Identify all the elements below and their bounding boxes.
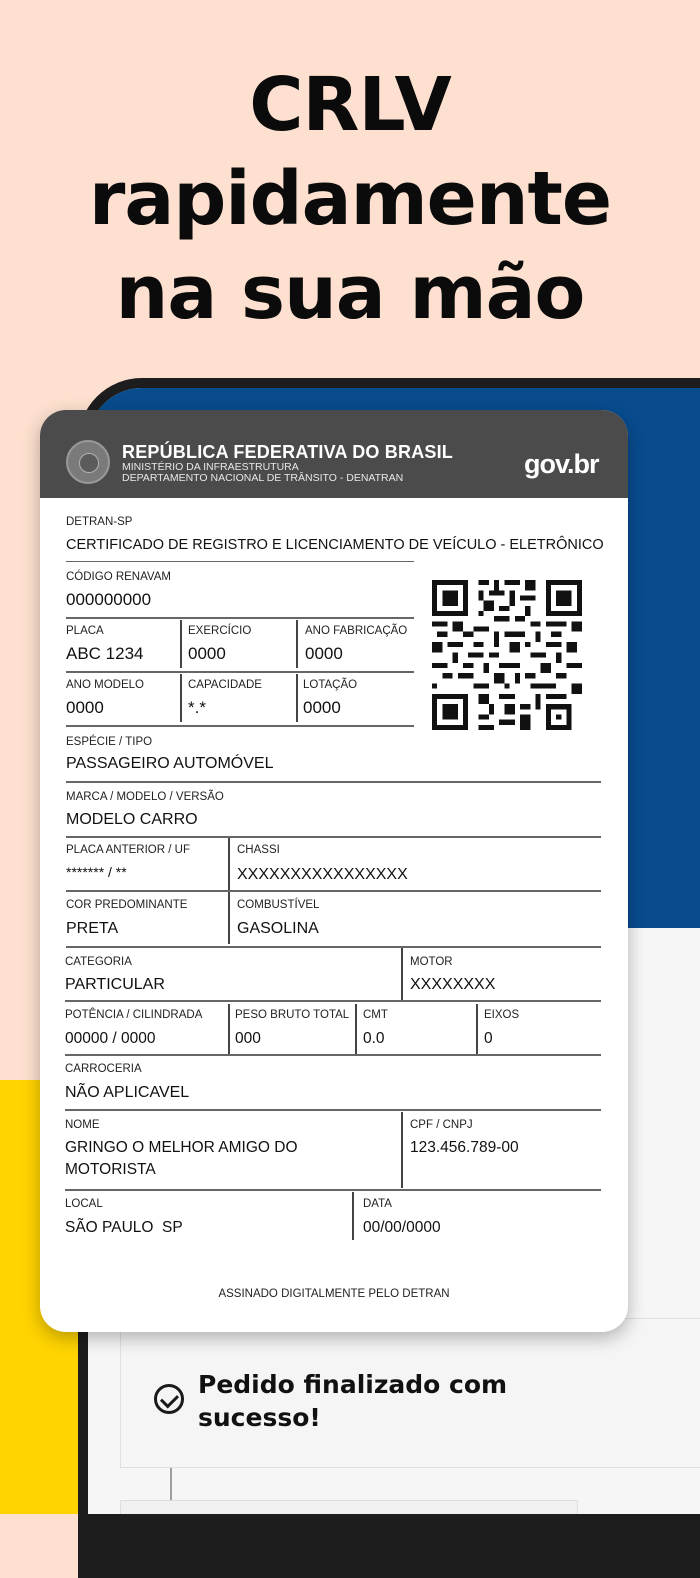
divider [355, 1004, 357, 1054]
cor-label: COR PREDOMINANTE [66, 899, 188, 911]
divider [65, 1000, 601, 1002]
capacidade-value: *.* [188, 698, 206, 717]
divider [296, 620, 298, 668]
crlv-document-card [40, 410, 628, 1332]
chassi-value: XXXXXXXXXXXXXXXX [237, 866, 408, 883]
data-value: 00/00/0000 [363, 1219, 441, 1236]
divider [228, 838, 230, 890]
motor-label: MOTOR [410, 956, 453, 968]
ano-fabricacao-label: ANO FABRICAÇÃO [305, 625, 408, 637]
placa-anterior-value: ******* / ** [66, 864, 127, 880]
placa-value: ABC 1234 [66, 644, 144, 663]
ano-modelo-label: ANO MODELO [66, 679, 144, 691]
peso-label: PESO BRUTO TOTAL [235, 1009, 350, 1021]
divider [228, 1004, 230, 1054]
divider [228, 892, 230, 944]
ministry-label: MINISTÉRIO DA INFRAESTRUTURA [122, 461, 299, 473]
divider [66, 725, 414, 727]
success-text: Pedido finalizado com sucesso! [198, 1370, 508, 1432]
divider [66, 781, 601, 783]
headline-line-3: na sua mão [115, 250, 585, 336]
cmt-value: 0.0 [363, 1030, 385, 1047]
carroceria-value: NÃO APLICAVEL [65, 1084, 190, 1101]
divider [352, 1192, 354, 1240]
marca-label: MARCA / MODELO / VERSÃO [66, 791, 224, 803]
headline-line-1: CRLV [249, 62, 451, 148]
especie-value: PASSAGEIRO AUTOMÓVEL [66, 755, 274, 772]
eixos-value: 0 [484, 1030, 493, 1047]
divider [401, 1112, 403, 1188]
cpf-value: 123.456.789-00 [410, 1139, 519, 1156]
divider [180, 674, 182, 722]
categoria-value: PARTICULAR [65, 976, 165, 993]
divider [476, 1004, 478, 1054]
placa-anterior-label: PLACA ANTERIOR / UF [66, 844, 190, 856]
divider [65, 1109, 601, 1111]
exercicio-value: 0000 [188, 644, 226, 663]
placa-label: PLACA [66, 625, 104, 637]
lotacao-value: 0000 [303, 698, 341, 717]
qr-code [432, 580, 582, 730]
exercicio-label: EXERCÍCIO [188, 625, 252, 637]
chassi-label: CHASSI [237, 844, 280, 856]
divider [66, 890, 601, 892]
lotacao-label: LOTAÇÃO [303, 679, 358, 691]
divider [66, 617, 414, 619]
screen-bottom-panel [120, 1500, 578, 1514]
ano-modelo-value: 0000 [66, 698, 104, 717]
motor-value: XXXXXXXX [410, 976, 496, 993]
divider [66, 836, 601, 838]
document-title: CERTIFICADO DE REGISTRO E LICENCIAMENTO DE VEÍCULO - ELETRÔNICO [66, 537, 604, 553]
issuer-label: DETRAN-SP [66, 516, 133, 528]
eixos-label: EIXOS [484, 1009, 520, 1021]
headline-line-2: rapidamente [88, 156, 612, 242]
department-label: DEPARTAMENTO NACIONAL DE TRÂNSITO - DENATRAN [122, 472, 404, 484]
cpf-label: CPF / CNPJ [410, 1119, 473, 1131]
cor-value: PRETA [66, 920, 119, 937]
capacidade-label: CAPACIDADE [188, 679, 262, 691]
divider [66, 671, 414, 673]
categoria-label: CATEGORIA [65, 956, 132, 968]
cmt-label: CMT [363, 1009, 388, 1021]
check-circle-icon [154, 1384, 184, 1414]
card-header [40, 410, 628, 498]
nome-label: NOME [65, 1119, 100, 1131]
potencia-label: POTÊNCIA / CILINDRADA [65, 1009, 203, 1021]
renavam-label: CÓDIGO RENAVAM [66, 571, 171, 583]
data-label: DATA [363, 1198, 392, 1210]
local-value: SÃO PAULO SP [65, 1219, 183, 1236]
marca-value: MODELO CARRO [66, 811, 198, 828]
combustivel-label: COMBUSTÍVEL [237, 899, 320, 911]
headline [0, 58, 700, 340]
peso-value: 000 [235, 1030, 261, 1047]
divider [401, 948, 403, 1000]
renavam-value: 000000000 [66, 590, 152, 609]
divider [180, 620, 182, 668]
republic-title: REPÚBLICA FEDERATIVA DO BRASIL [122, 442, 454, 462]
especie-label: ESPÉCIE / TIPO [66, 736, 153, 748]
carroceria-label: CARROCERIA [65, 1063, 142, 1075]
divider [296, 674, 298, 722]
potencia-value: 00000 / 0000 [65, 1030, 156, 1047]
divider [65, 1189, 601, 1191]
brasil-coat-of-arms-icon [66, 440, 110, 484]
divider [65, 1054, 601, 1056]
success-message [154, 1368, 574, 1438]
divider [66, 946, 601, 948]
divider [66, 561, 414, 562]
ano-fabricacao-value: 0000 [305, 644, 343, 663]
digital-signature-note: ASSINADO DIGITALMENTE PELO DETRAN [218, 1288, 450, 1300]
combustivel-value: GASOLINA [237, 920, 319, 937]
local-label: LOCAL [65, 1198, 103, 1210]
nome-value: GRINGO O MELHOR AMIGO DO MOTORISTA [65, 1139, 298, 1178]
govbr-logo: gov.br [524, 449, 599, 479]
